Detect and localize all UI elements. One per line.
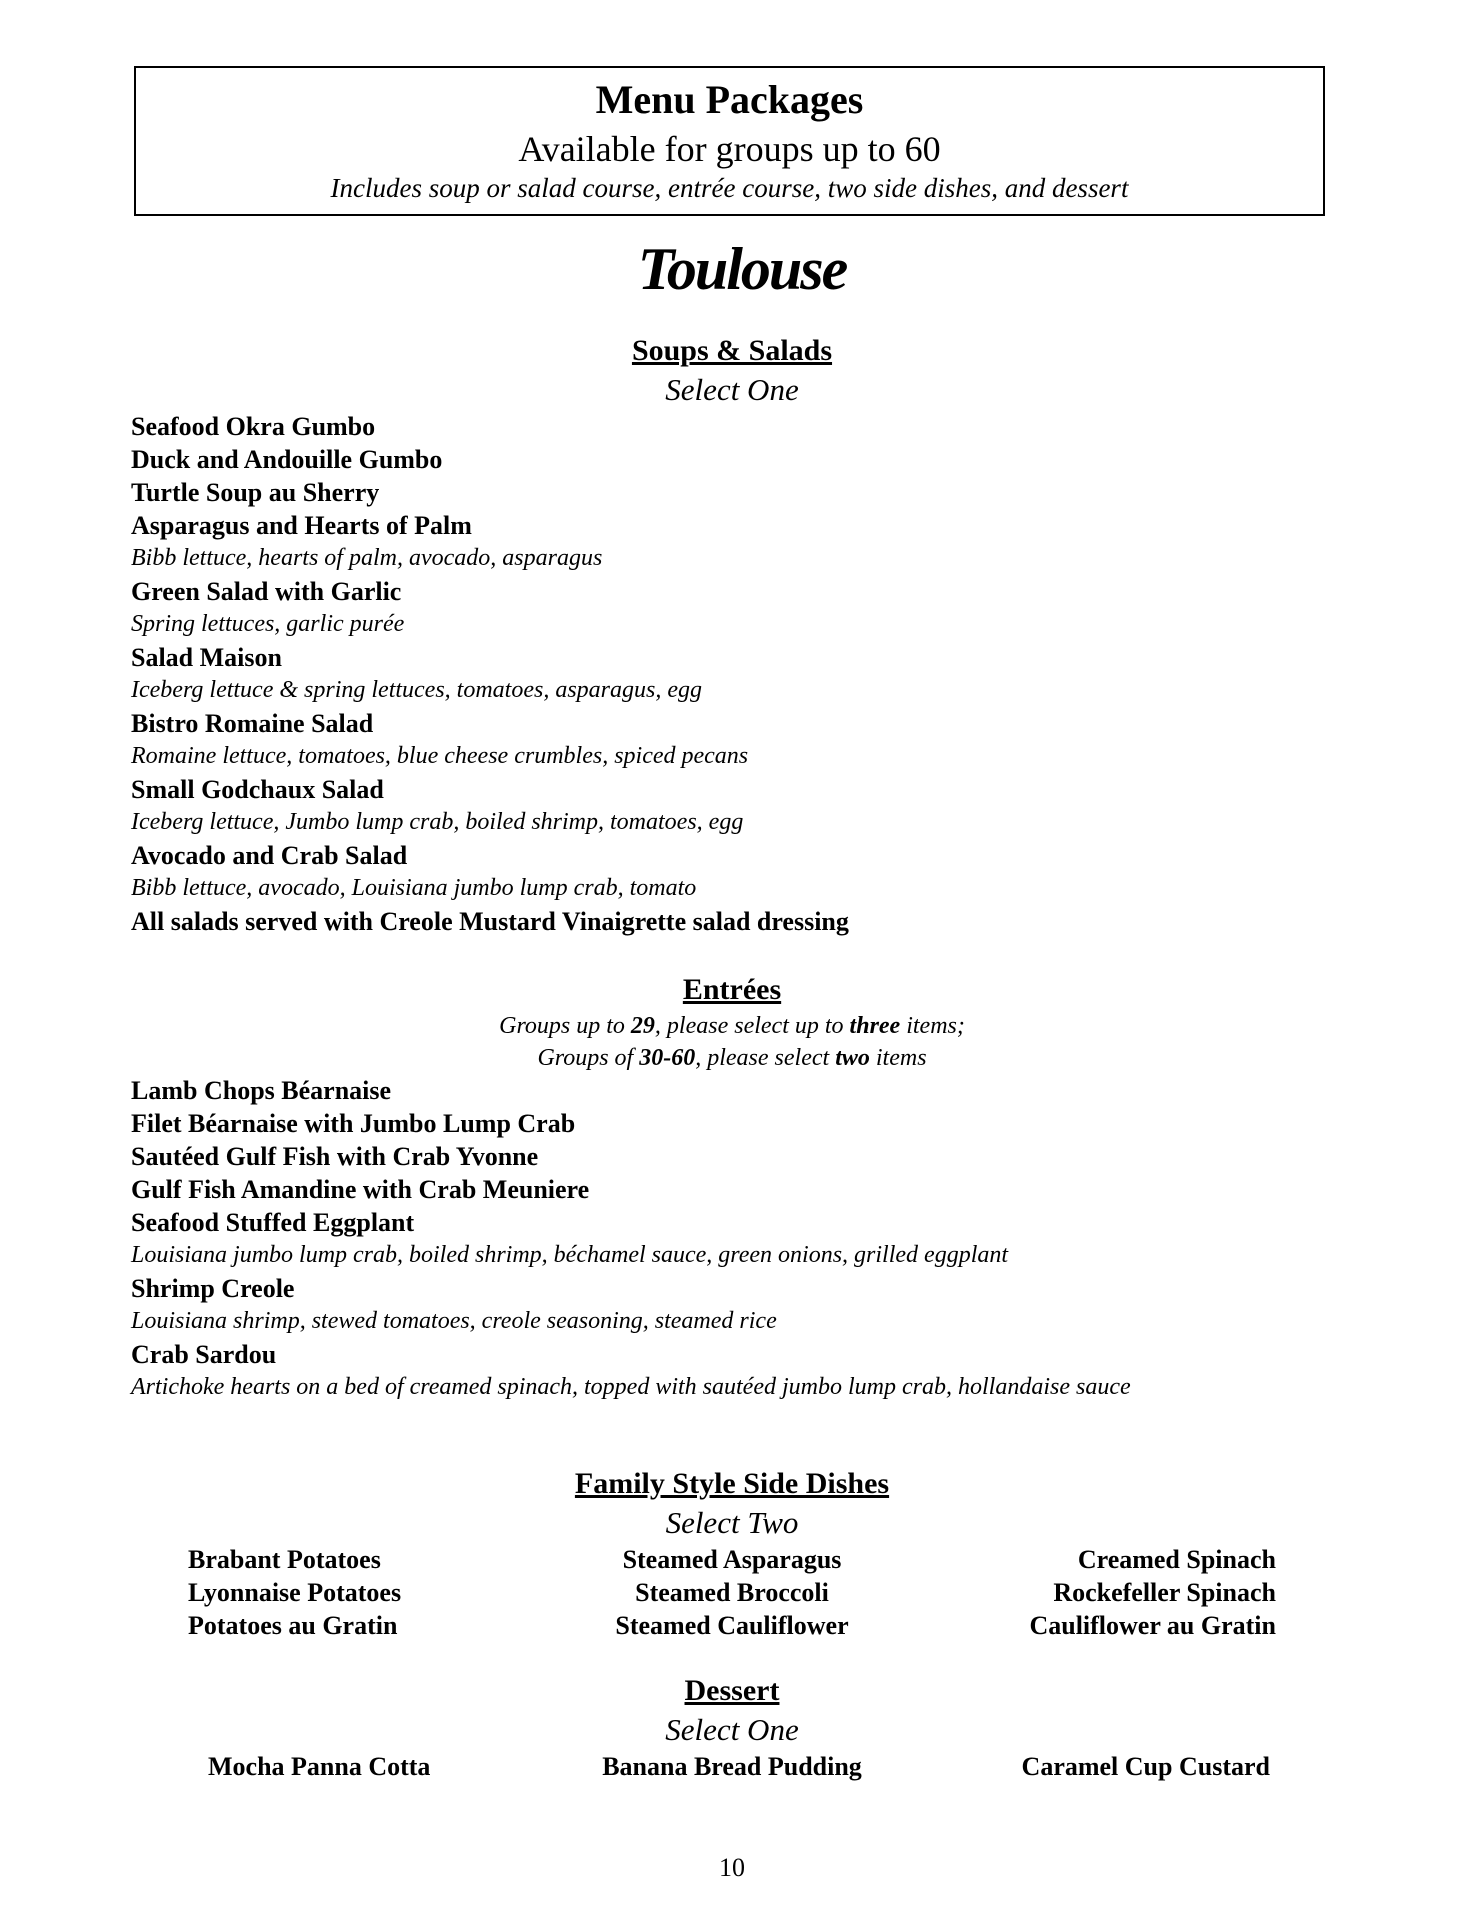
menu-item: Shrimp Creole [131, 1274, 295, 1303]
side-dishes-title: Family Style Side Dishes [574, 1467, 890, 1500]
soups-salads-list [131, 410, 849, 938]
salad-dressing-note: All salads served with Creole Mustard Vinaigrette salad dressing [131, 907, 849, 936]
side-dish-item: Potatoes au Gratin [188, 1611, 398, 1640]
note-text: items [869, 1045, 927, 1071]
menu-item: Small Godchaux Salad [131, 775, 384, 804]
side-dish-item: Lyonnaise Potatoes [188, 1578, 402, 1607]
entrees-list [131, 1074, 1131, 1404]
note-text: , please select up to [654, 1013, 850, 1039]
menu-item: Avocado and Crab Salad [131, 841, 408, 870]
note-emphasis: two [835, 1045, 870, 1071]
note-emphasis: 30-60 [639, 1045, 696, 1071]
header-subtitle: Available for groups up to 60 [518, 129, 941, 169]
dessert-item: Caramel Cup Custard [1021, 1752, 1270, 1781]
restaurant-name: Toulouse [637, 236, 847, 302]
menu-item: Salad Maison [131, 643, 282, 672]
note-text: Groups up to [499, 1013, 631, 1039]
dessert-item: Banana Bread Pudding [602, 1752, 862, 1781]
menu-item-description: Bibb lettuce, avocado, Louisiana jumbo lump crab, tomato [131, 875, 697, 901]
dessert-subtitle: Select One [665, 1712, 799, 1747]
menu-item: Seafood Stuffed Eggplant [131, 1208, 415, 1237]
menu-item: Filet Béarnaise with Jumbo Lump Crab [131, 1109, 576, 1138]
entrees-note-line-1 [0, 1010, 1464, 1042]
menu-item-description: Artichoke hearts on a bed of creamed spinach, topped with sautéed jumbo lump crab, hollandaise sauce [131, 1374, 1131, 1400]
soups-salads-subtitle: Select One [665, 372, 799, 407]
note-text: Groups of [537, 1045, 640, 1071]
side-dishes-column-steamed [532, 1543, 932, 1642]
side-dish-item: Steamed Broccoli [635, 1578, 829, 1607]
menu-packages-box [134, 66, 1325, 216]
menu-item-description: Spring lettuces, garlic purée [131, 611, 405, 637]
side-dishes-column-spinach [1029, 1543, 1276, 1642]
menu-item: Gulf Fish Amandine with Crab Meuniere [131, 1175, 590, 1204]
menu-item: Sautéed Gulf Fish with Crab Yvonne [131, 1142, 539, 1171]
menu-item: Turtle Soup au Sherry [131, 478, 380, 507]
menu-item-description: Louisiana shrimp, stewed tomatoes, creole seasoning, steamed rice [131, 1308, 777, 1334]
side-dish-item: Creamed Spinach [1077, 1545, 1276, 1574]
page-number: 10 [719, 1853, 745, 1882]
menu-item: Crab Sardou [131, 1340, 277, 1369]
dessert-title: Dessert [684, 1674, 780, 1707]
menu-item: Green Salad with Garlic [131, 577, 402, 606]
menu-item-description: Iceberg lettuce & spring lettuces, tomatoes, asparagus, egg [131, 677, 703, 703]
soups-salads-title: Soups & Salads [631, 334, 833, 367]
side-dish-item: Rockefeller Spinach [1053, 1578, 1276, 1607]
note-emphasis: 29 [630, 1013, 655, 1039]
side-dish-item: Steamed Cauliflower [615, 1611, 849, 1640]
header-note: Includes soup or salad course, entrée course, two side dishes, and dessert [330, 173, 1129, 203]
menu-item: Lamb Chops Béarnaise [131, 1076, 392, 1105]
entrees-title: Entrées [682, 973, 782, 1006]
side-dishes-column-potatoes [188, 1543, 401, 1642]
side-dish-item: Steamed Asparagus [622, 1545, 842, 1574]
menu-item: Seafood Okra Gumbo [131, 412, 376, 441]
note-text: , please select [695, 1045, 836, 1071]
menu-item: Bistro Romaine Salad [131, 709, 374, 738]
header-title: Menu Packages [595, 77, 864, 122]
side-dishes-subtitle: Select Two [665, 1505, 799, 1540]
menu-item-description: Iceberg lettuce, Jumbo lump crab, boiled shrimp, tomatoes, egg [131, 809, 744, 835]
entrees-note-line-2 [0, 1042, 1464, 1074]
menu-item-description: Bibb lettuce, hearts of palm, avocado, asparagus [131, 545, 603, 571]
menu-item: Asparagus and Hearts of Palm [131, 511, 472, 540]
note-text: items; [900, 1013, 965, 1039]
menu-item: Duck and Andouille Gumbo [131, 445, 443, 474]
note-emphasis: three [849, 1013, 901, 1039]
menu-item-description: Louisiana jumbo lump crab, boiled shrimp, béchamel sauce, green onions, grilled eggplant [131, 1242, 1009, 1268]
side-dish-item: Cauliflower au Gratin [1029, 1611, 1276, 1640]
dessert-item: Mocha Panna Cotta [208, 1752, 431, 1781]
menu-item-description: Romaine lettuce, tomatoes, blue cheese crumbles, spiced pecans [131, 743, 749, 769]
side-dish-item: Brabant Potatoes [188, 1545, 381, 1574]
